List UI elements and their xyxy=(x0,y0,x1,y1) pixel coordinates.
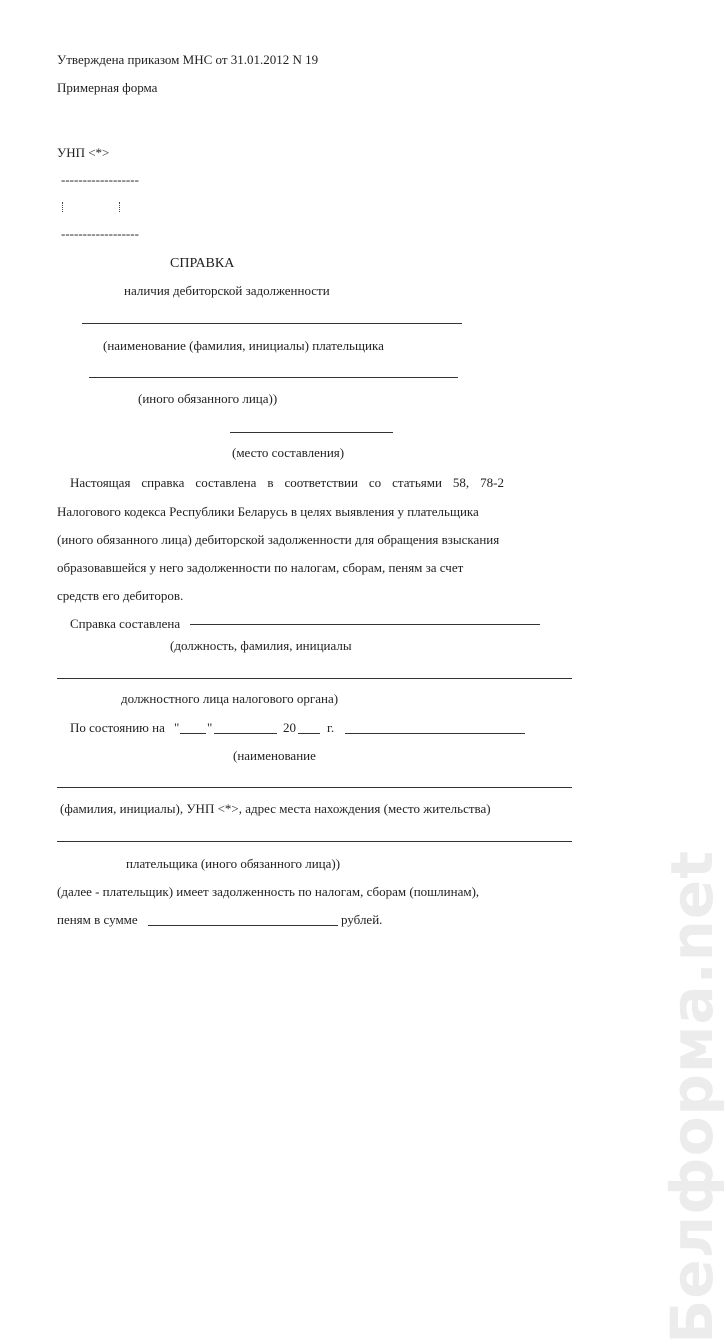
as-of-label: По состоянию на xyxy=(70,720,165,735)
name-caption: (наименование xyxy=(233,748,316,763)
compiled-by-caption-1: (должность, фамилия, инициалы xyxy=(170,638,352,653)
other-person-line xyxy=(89,377,458,378)
month-line xyxy=(214,733,277,734)
document-title: СПРАВКА xyxy=(170,256,235,271)
place-line xyxy=(230,432,393,433)
year-prefix: 20 xyxy=(283,720,296,735)
place-caption: (место составления) xyxy=(232,445,345,460)
payer-name-line xyxy=(82,323,462,324)
quote-open: " xyxy=(174,720,180,735)
as-of-name-line xyxy=(345,733,525,734)
details-line xyxy=(57,787,572,788)
compiled-by-label: Справка составлена xyxy=(70,616,181,631)
compiled-by-caption-2: должностного лица налогового органа) xyxy=(121,691,339,706)
payer-line xyxy=(57,841,572,842)
debt-amount-line xyxy=(148,925,338,926)
sample-form-label: Примерная форма xyxy=(57,80,158,95)
day-line xyxy=(180,733,206,734)
quote-close: " xyxy=(207,720,213,735)
approval-note: Утверждена приказом МНС от 31.01.2012 N 19 xyxy=(57,52,319,67)
body-line-4: образовавшейся у него задолженности по налогам, сборам, пеням за счет xyxy=(57,560,464,575)
unp-box-right xyxy=(119,202,120,212)
body-line-1: Настоящая справка составлена в соответствии со статьями 58, 78-2 xyxy=(70,475,504,490)
payer-name-caption: (наименование (фамилия, инициалы) плательщика xyxy=(103,338,384,353)
official-line xyxy=(57,678,572,679)
watermark-logo: Белформа.net xyxy=(658,850,726,1344)
body-line-2: Налогового кодекса Республики Беларусь в целях выявления у плательщика xyxy=(57,504,479,519)
unp-box-left xyxy=(62,202,63,212)
unp-label: УНП <*> xyxy=(57,145,110,160)
details-caption: (фамилия, инициалы), УНП <*>, адрес места нахождения (место жительства) xyxy=(60,801,491,816)
debt-currency: рублей. xyxy=(341,912,383,927)
debt-amount-label: пеням в сумме xyxy=(57,912,138,927)
body-line-3: (иного обязанного лица) дебиторской задолженности для обращения взыскания xyxy=(57,532,500,547)
document-subtitle: наличия дебиторской задолженности xyxy=(124,283,330,298)
year-suffix: г. xyxy=(327,720,335,735)
unp-box-bottom: ------------------ xyxy=(61,226,139,241)
compiled-by-line xyxy=(190,624,540,625)
debt-line-1: (далее - плательщик) имеет задолженность по налогам, сборам (пошлинам), xyxy=(57,884,480,899)
body-line-5: средств его дебиторов. xyxy=(57,588,184,603)
other-person-caption: (иного обязанного лица)) xyxy=(138,391,278,406)
unp-box-top: ------------------ xyxy=(61,172,139,187)
year-line xyxy=(298,733,320,734)
payer-caption: плательщика (иного обязанного лица)) xyxy=(126,856,341,871)
